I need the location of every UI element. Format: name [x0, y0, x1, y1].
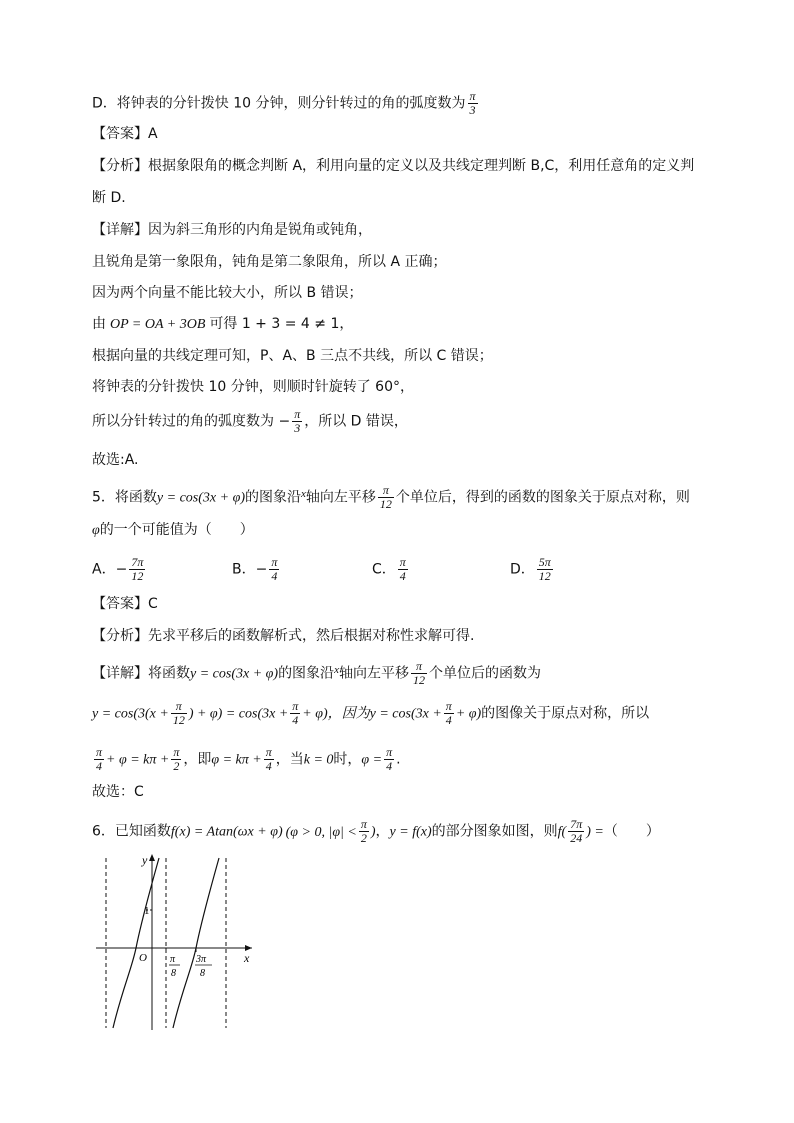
- q5-stem-2-text: 的一个可能值为（ ）: [99, 522, 254, 538]
- analysis-label: 【分析】: [92, 628, 148, 644]
- frac-den: 24: [570, 831, 583, 845]
- frac-num: π: [173, 745, 180, 759]
- frac-num: π: [294, 407, 301, 421]
- q5-detail-3: [92, 746, 401, 773]
- q6-stem-d: （ ）: [603, 823, 660, 840]
- eq-h: ，即: [183, 751, 212, 768]
- q5-analysis: [92, 626, 474, 646]
- q5-x: x: [300, 488, 306, 500]
- option-label: A．: [92, 561, 116, 578]
- eq-frac-5: [171, 746, 181, 773]
- eq-e: + φ): [455, 706, 482, 722]
- frac-den: 12: [131, 569, 144, 583]
- frac-den: 3: [469, 103, 476, 117]
- eq-m: φ =: [361, 752, 383, 768]
- eq-i: φ = kπ +: [211, 752, 262, 768]
- q5-stem-2: [92, 520, 254, 541]
- eq-a: y = cos(3(x +: [92, 706, 169, 722]
- vector-equation: OP = OA + 3OB: [110, 317, 206, 332]
- detail-label: 【详解】: [92, 222, 148, 238]
- q5-stem-c: 轴向左平移: [305, 489, 376, 506]
- origin-label: O: [139, 952, 147, 964]
- x-tick-1-num: π: [170, 954, 176, 965]
- eq-g: + φ = kπ +: [106, 752, 170, 768]
- q5-stem-frac: [378, 484, 394, 511]
- analysis-text: 先求平移后的函数解析式，然后根据对称性求解可得.: [148, 628, 475, 644]
- option-frac: [129, 556, 145, 583]
- frac-num: π: [271, 555, 278, 569]
- x-tick-2-num: 3π: [196, 954, 207, 965]
- x-tick-2-den: 8: [200, 968, 205, 979]
- q4-detail-3: 因为两个向量不能比较大小，所以 B 错误；: [92, 285, 363, 301]
- frac-num: 7π: [570, 817, 583, 831]
- q5-option-c: [372, 556, 410, 583]
- q4-detail-5: 根据向量的共线定理可知，P、A、B 三点不共线，所以 C 错误；: [92, 348, 493, 364]
- x-tick-1-den: 8: [171, 968, 176, 979]
- q5-option-a: [92, 556, 147, 583]
- option-label: B．: [232, 561, 256, 578]
- analysis-label: 【分析】: [92, 158, 148, 174]
- frac-num: π: [399, 555, 406, 569]
- answer-value: A: [148, 126, 158, 142]
- eq-frac-7: [384, 746, 394, 773]
- q6-func: f(x) = Atan(ωx + φ): [170, 824, 283, 840]
- detail-7-pre: 所以分针转过的角的弧度数为 −: [92, 413, 291, 430]
- option-frac: [537, 556, 553, 583]
- q5-phi: φ: [92, 523, 100, 538]
- detail-4-post: 可得 1 + 3 = 4 ≠ 1，: [209, 316, 354, 332]
- detail-frac: [411, 660, 427, 687]
- y-axis-arrow-icon: [149, 854, 155, 861]
- frac-num: π: [360, 817, 367, 831]
- frac-den: 4: [96, 759, 102, 773]
- q6-tan-graph: [92, 850, 262, 1035]
- q5-func: y = cos(3x + φ): [156, 490, 245, 506]
- detail-7-frac: [292, 408, 302, 435]
- q6-cond-frac: [359, 818, 369, 845]
- q5-detail-1: [92, 660, 541, 687]
- frac-num: π: [445, 699, 452, 713]
- frac-den: 12: [412, 673, 425, 687]
- detail-x: x: [334, 664, 339, 676]
- frac-den: 4: [386, 759, 393, 773]
- q6-stem-c: 的部分图象如图，则: [431, 823, 558, 840]
- tan-branch-2: [173, 858, 219, 1028]
- frac-num: π: [96, 745, 103, 759]
- q4-detail-2: 且锐角是第一象限角，钝角是第二象限角，所以 A 正确；: [92, 254, 447, 270]
- option-frac: [398, 556, 408, 583]
- frac-den: 4: [292, 713, 299, 727]
- eq-c: + φ)，因为: [302, 706, 370, 722]
- q6-func2: y = f(x): [389, 824, 432, 840]
- detail-func: y = cos(3x + φ): [190, 666, 279, 682]
- option-label: C．: [372, 561, 396, 578]
- x-axis-label: x: [244, 951, 250, 965]
- q4-conclusion: 故选:A.: [92, 452, 139, 468]
- frac-num: π: [386, 745, 393, 759]
- q5-option-b: [232, 556, 281, 583]
- q4-detail-4: [92, 314, 353, 335]
- frac-den: 3: [294, 421, 301, 435]
- frac-num: π: [378, 484, 394, 498]
- answer-label: 【答案】: [92, 596, 148, 612]
- y-axis-label: y: [142, 853, 148, 867]
- q4-option-d-frac: [468, 90, 478, 117]
- y-tick-label: 1: [144, 905, 150, 917]
- q5-stem-1: [92, 484, 690, 511]
- frac-den: 2: [173, 759, 180, 773]
- frac-den: 12: [538, 569, 551, 583]
- q6-f-end: ) =: [586, 824, 604, 840]
- option-label: D．: [510, 561, 535, 578]
- q4-answer: [92, 124, 158, 144]
- detail-4-pre: 由: [92, 316, 106, 332]
- q4-analysis: [92, 156, 694, 176]
- q6-cond-end: ): [370, 824, 376, 840]
- frac-num: 5π: [538, 555, 551, 569]
- q4-option-d: [92, 90, 480, 117]
- frac-den: 12: [172, 713, 185, 727]
- detail-c: 轴向左平移: [338, 665, 409, 682]
- q5-option-d: [510, 556, 555, 583]
- answer-value: C: [148, 596, 158, 612]
- q4-option-d-text: D．将钟表的分针拨快 10 分钟，则分针转过的角的弧度数为: [92, 95, 466, 112]
- frac-den: 4: [445, 713, 452, 727]
- eq-l: 时，: [333, 751, 362, 768]
- q5-stem-b: 的图象沿: [244, 489, 301, 506]
- q6-frac: [568, 818, 584, 845]
- frac-den: 4: [265, 759, 272, 773]
- q5-answer: [92, 594, 158, 614]
- q6-stem-b: ，: [375, 823, 390, 840]
- q5-conclusion: 故选：C: [92, 784, 144, 800]
- eq-frac-1: [171, 700, 187, 727]
- frac-num: π: [171, 700, 187, 714]
- eq-n: .: [396, 751, 401, 768]
- frac-den: 4: [399, 569, 406, 583]
- frac-num: π: [265, 745, 272, 759]
- eq-f: 的图像关于原点对称，所以: [481, 705, 650, 722]
- option-sign: −: [115, 561, 128, 578]
- eq-frac-6: [264, 746, 274, 773]
- frac-num: π: [469, 89, 476, 103]
- q5-stem-a: 5．将函数: [92, 489, 157, 506]
- eq-frac-2: [290, 700, 300, 727]
- q4-detail-7: [92, 408, 408, 435]
- detail-7-post: ，所以 D 错误，: [304, 413, 408, 430]
- option-frac: [269, 556, 279, 583]
- q4-analysis-cont: 断 D.: [92, 190, 126, 206]
- q6-f: f(: [557, 824, 567, 840]
- eq-frac-3: [444, 700, 454, 727]
- eq-b: ) + φ) = cos(3x +: [188, 706, 289, 722]
- answer-label: 【答案】: [92, 126, 148, 142]
- detail-b: 的图象沿: [278, 665, 335, 682]
- analysis-text: 根据象限角的概念判断 A，利用向量的定义以及共线定理判断 B,C，利用任意角的定义判: [148, 158, 695, 174]
- q5-stem-d: 个单位后，得到的函数的图象关于原点对称，则: [395, 489, 690, 506]
- eq-k: k = 0: [303, 752, 334, 768]
- eq-frac-4: [94, 746, 104, 773]
- frac-den: 12: [379, 497, 392, 511]
- detail-text: 因为斜三角形的内角是锐角或钝角，: [148, 222, 372, 238]
- q4-detail-1: [92, 220, 372, 240]
- frac-num: π: [292, 699, 299, 713]
- detail-d: 个单位后的函数为: [428, 665, 541, 682]
- option-sign: −: [255, 561, 268, 578]
- frac-den: 2: [360, 831, 367, 845]
- eq-d: y = cos(3x +: [369, 706, 442, 722]
- frac-num: π: [411, 660, 427, 674]
- q6-stem: [92, 818, 660, 845]
- detail-label: 【详解】: [92, 665, 148, 682]
- eq-j: ，当: [275, 751, 304, 768]
- frac-den: 4: [271, 569, 278, 583]
- q5-detail-2: [92, 700, 649, 727]
- frac-num: 7π: [131, 555, 144, 569]
- q4-detail-6: 将钟表的分针拨快 10 分钟，则顺时针旋转了 60°，: [92, 379, 414, 395]
- detail-a: 将函数: [148, 665, 190, 682]
- q6-stem-a: 6．已知函数: [92, 823, 171, 840]
- q6-cond: (φ > 0, |φ| <: [285, 824, 357, 840]
